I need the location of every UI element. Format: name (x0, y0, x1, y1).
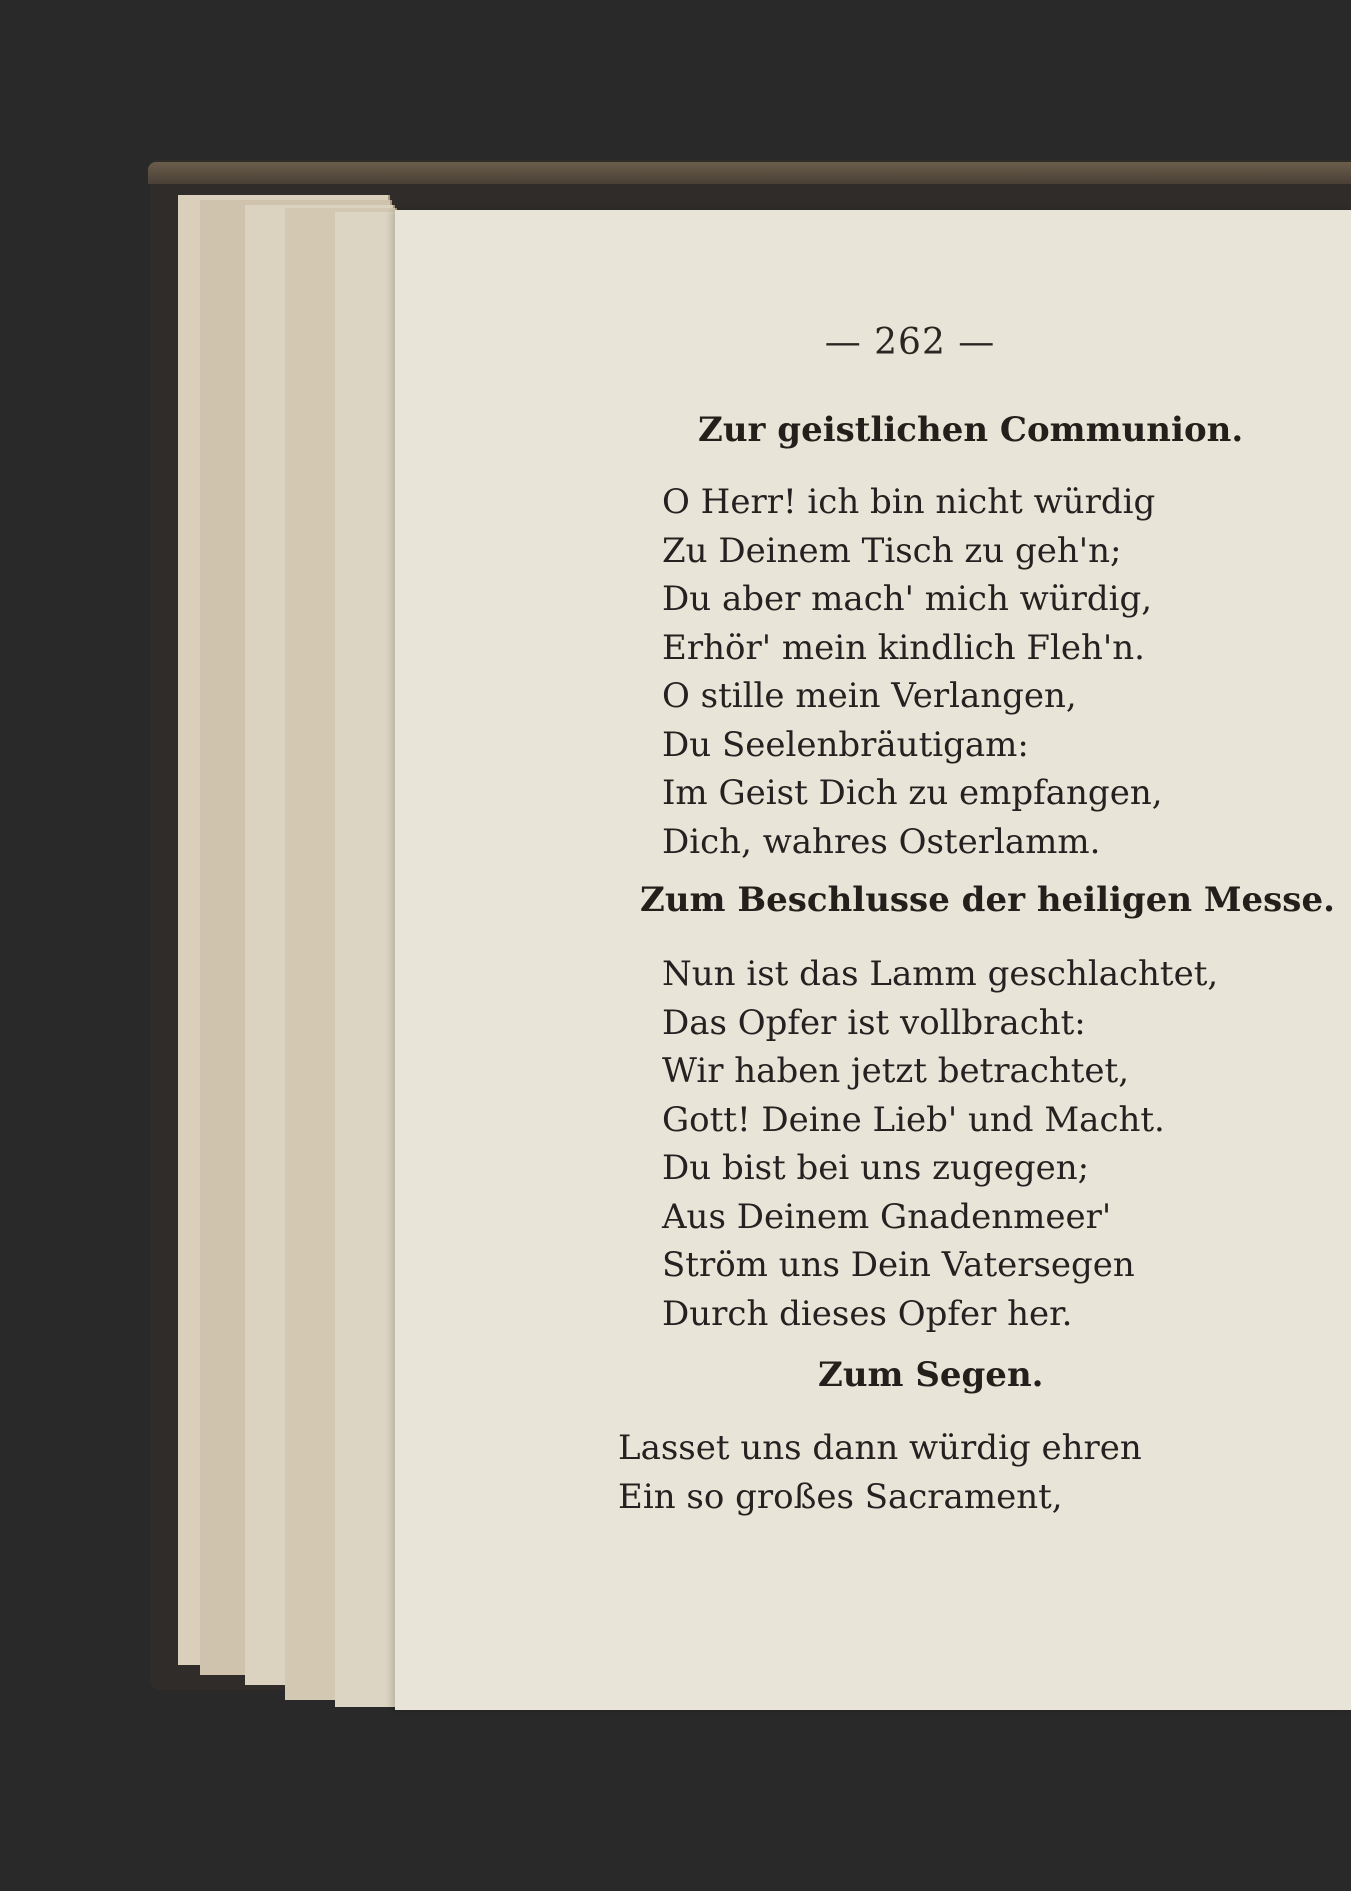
verse-line: Wir haben jetzt betrachtet, (662, 1051, 1130, 1091)
verse-line: Ein so großes Sacrament, (618, 1476, 1063, 1517)
section-heading: Zum Segen. (818, 1355, 1044, 1395)
verse-line: Du Seelenbräutigam: (662, 724, 1029, 765)
page-edge (335, 212, 399, 1707)
verse-line: O stille mein Verlangen, (662, 676, 1077, 716)
verse (662, 950, 1218, 1338)
page-number: — 262 — (824, 322, 996, 363)
book-cover-edge (148, 162, 1351, 184)
verse-line: Das Opfer ist vollbracht: (662, 1002, 1086, 1043)
verse-line: O Herr! ich bin nicht würdig (662, 482, 1156, 522)
verse-line: Nun ist das Lamm geschlachtet, (662, 954, 1219, 994)
verse-line: Zu Deinem Tisch zu geh'n; (662, 530, 1122, 571)
verse (618, 1424, 1142, 1521)
verse-line: Durch dieses Opfer her. (662, 1293, 1073, 1334)
section-heading: Zur geistlichen Communion. (698, 410, 1244, 450)
verse-line: Du aber mach' mich würdig, (662, 579, 1153, 619)
section-heading: Zum Beschlusse der heiligen Messe. (640, 880, 1335, 920)
verse-line: Ström uns Dein Vatersegen (662, 1245, 1135, 1285)
verse-line: Lasset uns dann würdig ehren (618, 1428, 1142, 1468)
verse (662, 478, 1163, 866)
verse-line: Gott! Deine Lieb' und Macht. (662, 1099, 1165, 1140)
verse-line: Erhör' mein kindlich Fleh'n. (662, 627, 1145, 668)
verse-line: Aus Deinem Gnadenmeer' (662, 1196, 1112, 1237)
verse-line: Du bist bei uns zugegen; (662, 1148, 1090, 1188)
verse-line: Dich, wahres Osterlamm. (662, 821, 1101, 862)
verse-line: Im Geist Dich zu empfangen, (662, 773, 1163, 813)
